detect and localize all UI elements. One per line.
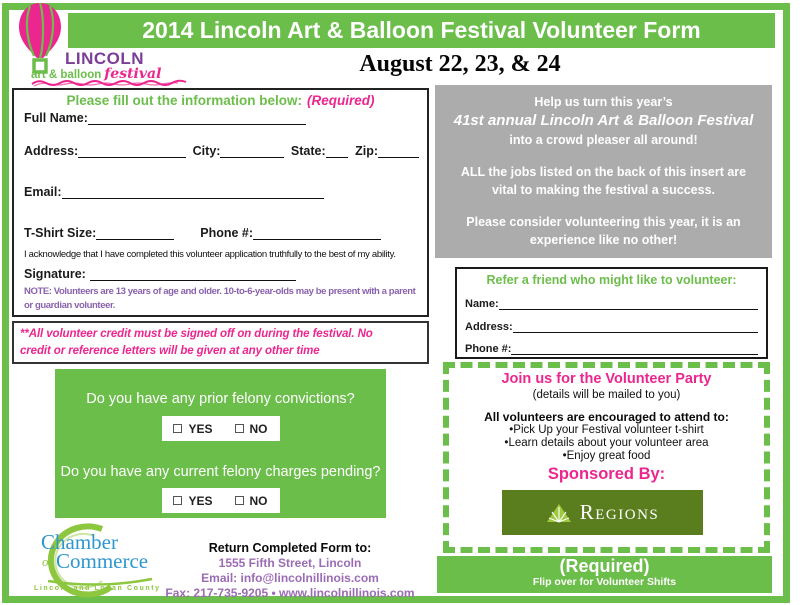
signature-label: Signature:	[24, 267, 86, 281]
festival-logo	[10, 0, 200, 88]
volunteer-party-box	[443, 362, 770, 553]
refer-phone-label: Phone #:	[465, 343, 512, 355]
help-line: vital to making the festival a success.	[491, 183, 715, 197]
email-row	[24, 185, 419, 199]
prior-felony-answer-box	[162, 416, 280, 441]
current-felony-no-label: NO	[249, 493, 268, 508]
prior-felony-question: Do you have any prior felony convictions?	[86, 391, 355, 407]
pink-squiggle-underline	[30, 79, 190, 87]
city-label: City:	[192, 144, 221, 158]
help-line: ALL the jobs listed on the back of this insert are	[460, 165, 747, 179]
help-line: Please consider volunteering this year, it is an	[466, 215, 741, 229]
refer-address-row	[465, 321, 758, 333]
refer-phone-line[interactable]	[511, 343, 758, 355]
current-felony-question: Do you have any current felony charges pending?	[60, 464, 381, 480]
acknowledgment-text: I acknowledge that I have completed this volunteer application truthfully to the best of my ability.	[24, 249, 396, 260]
refer-heading: Refer a friend who might like to volunteer:	[486, 273, 737, 287]
return-fax-web: Fax: 217-735-9205 • www.lincolnillinois.com	[165, 586, 415, 600]
party-heading: Join us for the Volunteer Party	[501, 371, 712, 387]
age-note: NOTE: Volunteers are 13 years of age and older. 10-to-6-year-olds may be present with a parent or guardian volunteer.	[24, 286, 416, 311]
current-felony-no-checkbox[interactable]	[235, 496, 244, 505]
party-bullet: •Enjoy great food	[562, 450, 651, 462]
email-line[interactable]	[62, 186, 324, 199]
volunteer-info-form	[12, 88, 429, 317]
chamber-tagline: Lincoln and Logan County	[34, 585, 161, 592]
regions-wordmark: Regions	[579, 500, 660, 524]
current-felony-yes-label: YES	[188, 493, 213, 508]
full-name-label: Full Name:	[24, 111, 88, 125]
logo-wordmark: LINCOLN	[65, 49, 145, 68]
refer-friend-box	[455, 267, 768, 359]
full-name-row	[24, 111, 419, 125]
help-message-box	[435, 85, 772, 258]
return-address: 1555 Fifth Street, Lincoln	[218, 556, 362, 570]
help-line: into a crowd pleaser all around!	[509, 133, 698, 147]
chamber-word1: Chamber	[41, 530, 118, 554]
tshirt-size-line[interactable]	[96, 227, 174, 240]
form-heading: Please fill out the information below: (Required)	[66, 93, 375, 108]
prior-felony-no-checkbox[interactable]	[235, 424, 244, 433]
address-row	[24, 144, 419, 158]
credit-notice-box	[12, 321, 429, 364]
current-felony-answer-box	[162, 488, 280, 513]
state-line[interactable]	[326, 145, 349, 158]
refer-address-label: Address:	[465, 321, 513, 333]
footer-required: (Required)	[559, 556, 650, 576]
refer-name-row	[465, 298, 758, 310]
party-bullet: •Learn details about your volunteer area	[504, 437, 709, 449]
phone-label: Phone #:	[200, 226, 254, 240]
tshirt-size-label: T-Shirt Size:	[24, 226, 97, 240]
refer-address-line[interactable]	[513, 321, 758, 333]
state-label: State:	[290, 144, 326, 158]
party-subheading: (details will be mailed to you)	[532, 389, 681, 401]
party-bullet: •Pick Up your Festival volunteer t-shirt	[509, 424, 704, 436]
signature-line[interactable]	[90, 268, 296, 281]
prior-felony-yes-checkbox[interactable]	[173, 424, 182, 433]
regions-pyramid-icon	[546, 503, 572, 523]
signature-row	[24, 267, 419, 281]
email-label: Email:	[24, 185, 62, 199]
flip-over-box	[437, 556, 772, 593]
phone-line[interactable]	[253, 227, 381, 240]
footer-flip-note: Flip over for Volunteer Shifts	[532, 576, 677, 588]
return-email: Email: info@lincolnillinois.com	[201, 571, 379, 585]
address-line[interactable]	[78, 145, 185, 158]
refer-name-label: Name:	[465, 298, 499, 310]
regions-sponsor-logo	[502, 490, 703, 535]
help-festival-name: 41st annual Lincoln Art & Balloon Festival	[453, 112, 754, 129]
tshirt-phone-row	[24, 226, 419, 240]
return-info-block	[150, 541, 430, 601]
felony-questions-box	[55, 369, 386, 518]
city-line[interactable]	[220, 145, 283, 158]
spacer	[435, 199, 772, 213]
spacer	[435, 149, 772, 163]
return-heading: Return Completed Form to:	[208, 541, 372, 555]
chamber-of: of	[42, 554, 53, 569]
help-line: experience like no other!	[529, 233, 678, 247]
credit-notice-line2: credit or reference letters will be given at any other time	[20, 344, 320, 357]
full-name-line[interactable]	[88, 112, 306, 125]
logo-script-word: festival	[104, 66, 162, 82]
page-title: 2014 Lincoln Art & Balloon Festival Volunteer Form	[68, 13, 775, 48]
logo-tagline: art & balloon festival	[31, 66, 162, 82]
event-dates: August 22, 23, & 24	[359, 51, 561, 77]
chamber-word2: Commerce	[56, 549, 149, 573]
zip-label: Zip:	[355, 144, 379, 158]
party-intro: All volunteers are encouraged to attend to:	[484, 410, 729, 424]
prior-felony-no-label: NO	[249, 421, 268, 436]
help-line: Help us turn this year’s	[534, 95, 673, 109]
address-label: Address:	[24, 144, 79, 158]
refer-phone-row	[465, 343, 758, 355]
chamber-of-commerce-logo	[14, 523, 164, 603]
form-required-flag: (Required)	[307, 93, 375, 108]
current-felony-yes-checkbox[interactable]	[173, 496, 182, 505]
refer-name-line[interactable]	[499, 298, 758, 310]
zip-line[interactable]	[378, 145, 419, 158]
sponsored-by-label: Sponsored By:	[547, 465, 666, 483]
credit-notice-line1: **All volunteer credit must be signed off on during the festival. No	[20, 328, 373, 340]
prior-felony-yes-label: YES	[188, 421, 213, 436]
